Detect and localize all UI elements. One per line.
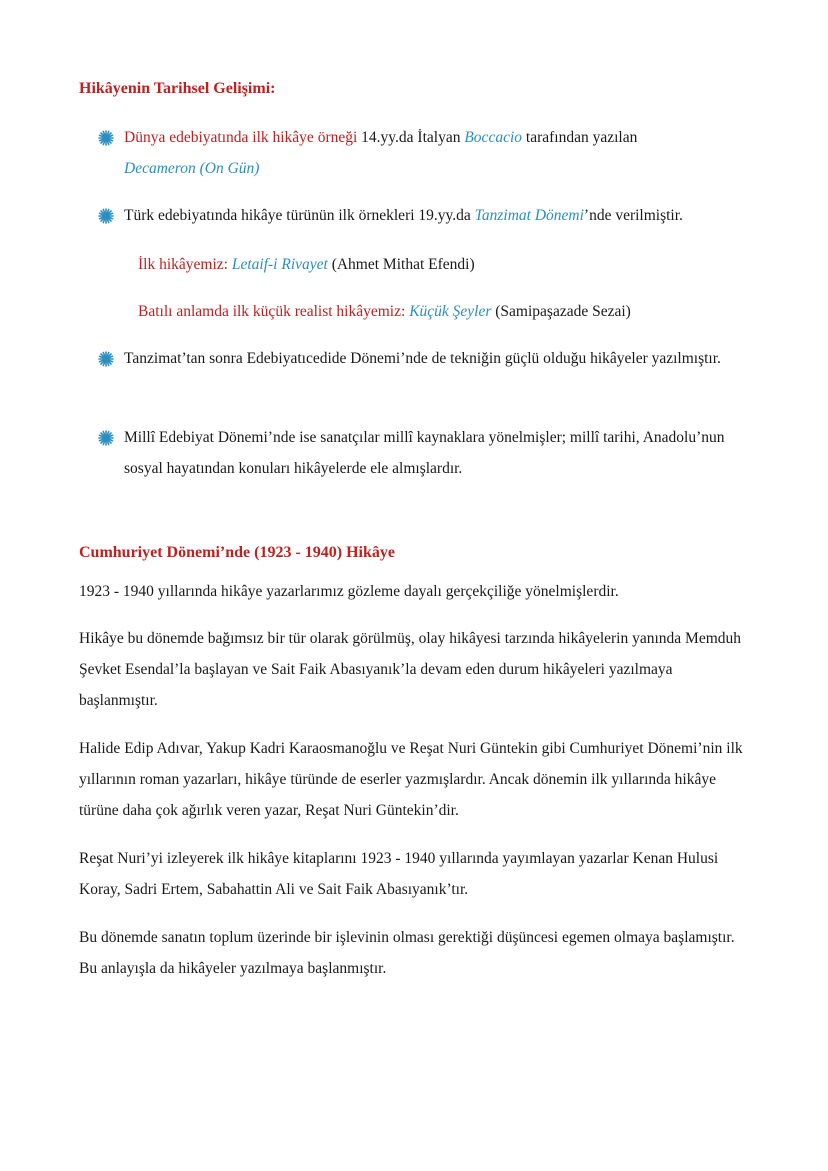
star-burst-icon bbox=[98, 200, 114, 231]
paragraph: 1923 - 1940 yıllarında hikâye yazarlarımız gözleme dayalı gerçekçiliğe yönelmişlerdir. bbox=[79, 583, 619, 600]
bullet-item: Tanzimat’tan sonra Edebiyatıcedide Dönemi’nde de tekniğin güçlü olduğu hikâyeler yazılmıştır. bbox=[98, 343, 758, 374]
paragraph: Reşat Nuri’yi izleyerek ilk hikâye kitaplarını 1923 - 1940 yıllarında yayımlayan yazarlar Kenan Hulusi Koray, Sadri Ertem, Sabahattin Ali ve Sait Faik Abasıyanık’tır. bbox=[79, 850, 719, 898]
bullet-item: Türk edebiyatında hikâye türünün ilk örnekleri 19.yy.da Tanzimat Dönemi’nde verilmiştir. bbox=[98, 200, 758, 231]
paragraph: Halide Edip Adıvar, Yakup Kadri Karaosmanoğlu ve Reşat Nuri Güntekin gibi Cumhuriyet Dönemi’nin ilk yıllarının roman yazarları, hikâye türünde de eserler yazmışlardır. Ancak dönemin ilk yıllarında hikâye türüne daha çok ağırlık veren yazar, Reşat Nuri Güntekin’dir. bbox=[79, 740, 743, 819]
paragraph: Bu dönemde sanatın toplum üzerinde bir işlevinin olması gerektiği düşüncesi egemen olmaya başlamıştır. Bu anlayışla da hikâyeler yazılmaya başlanmıştır. bbox=[79, 929, 735, 977]
sub-item-first-realist-story: Batılı anlamda ilk küçük realist hikâyemiz: Küçük Şeyler (Samipaşazade Sezai) bbox=[138, 303, 631, 320]
section-heading-history: Hikâyenin Tarihsel Gelişimi: bbox=[79, 80, 276, 97]
star-burst-icon bbox=[98, 343, 114, 374]
paragraph: Hikâye bu dönemde bağımsız bir tür olarak görülmüş, olay hikâyesi tarzında hikâyelerin yanında Memduh Şevket Esendal’la başlayan ve Sait Faik Abasıyanık’la devam eden durum hikâyeleri yazılmaya başlanmıştır. bbox=[79, 630, 742, 709]
bullet-item: Dünya edebiyatında ilk hikâye örneği 14.yy.da İtalyan Boccacio tarafından yazılan Decameron (On Gün) bbox=[98, 122, 758, 184]
star-burst-icon bbox=[98, 422, 114, 453]
sub-item-first-story: İlk hikâyemiz: Letaif-i Rivayet (Ahmet Mithat Efendi) bbox=[138, 256, 475, 273]
bullet-item: Millî Edebiyat Dönemi’nde ise sanatçılar millî kaynaklara yönelmişler; millî tarihi, Anadolu’nun sosyal hayatından konuları hikâyelerde ele almışlardır. bbox=[98, 422, 758, 484]
star-burst-icon bbox=[98, 122, 114, 153]
section-heading-republic: Cumhuriyet Dönemi’nde (1923 - 1940) Hikâye bbox=[79, 544, 395, 561]
